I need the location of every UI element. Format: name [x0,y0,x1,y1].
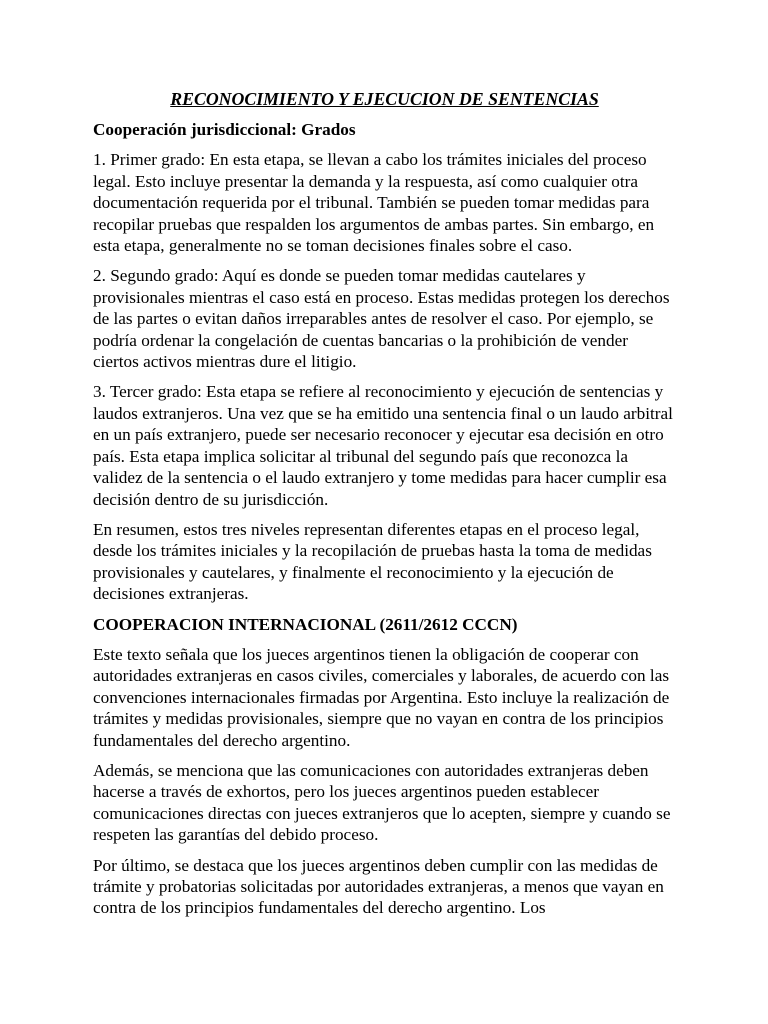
paragraph-tercer-grado: 3. Tercer grado: Esta etapa se refiere al reconocimiento y ejecución de sentencias y laudos extranjeros. Una vez que se ha emitido una sentencia final o un laudo arbitral en un país extranjero, puede ser necesario reconocer y ejecutar esa decisión en otro país. Esta etapa implica solicitar al tribunal del segundo país que reconozca la validez de la sentencia o el laudo extranjero y tome medidas para hacer cumplir esa decisión dentro de su jurisdicción. [93,382,673,509]
paragraph-primer-grado: 1. Primer grado: En esta etapa, se llevan a cabo los trámites iniciales del proceso legal. Esto incluye presentar la demanda y la respuesta, así como cualquier otra documentación requerida por el tribunal. También se pueden tomar medidas para recopilar pruebas que respalden los argumentos de ambas partes. Sin embargo, en esta etapa, generalmente no se toman decisiones finales sobre el caso. [93,150,655,256]
paragraph-obligacion-cooperar: Este texto señala que los jueces argentinos tienen la obligación de cooperar con autoridades extranjeras en casos civiles, comerciales y laborales, de acuerdo con las convenciones internacionales firmadas por Argentina. Esto incluye la realización de trámites y medidas provisionales, siempre que no vayan en contra de los principios fundamentales del derecho argentino. [93,644,670,750]
section-heading-cooperacion-internacional: COOPERACION INTERNACIONAL (2611/2612 CCCN) [93,614,518,634]
paragraph-segundo-grado: 2. Segundo grado: Aquí es donde se pueden tomar medidas cautelares y provisionales mientras el caso está en proceso. Estas medidas protegen los derechos de las partes o evitan daños irreparables antes de resolver el caso. Por ejemplo, se podría ordenar la congelación de cuentas bancarias o la prohibición de vender ciertos activos mientras dure el litigio. [93,266,670,372]
section-heading-grados: Cooperación jurisdiccional: Grados [93,120,356,139]
paragraph-comunicaciones: Además, se menciona que las comunicaciones con autoridades extranjeras deben hacerse a través de exhortos, pero los jueces argentinos pueden establecer comunicaciones directas con jueces extranjeros que lo acepten, siempre y cuando se respeten las garantías del debido proceso. [93,760,671,845]
document-title: RECONOCIMIENTO Y EJECUCION DE SENTENCIAS [170,89,599,109]
paragraph-resumen: En resumen, estos tres niveles representan diferentes etapas en el proceso legal, desde los trámites iniciales y la recopilación de pruebas hasta la toma de medidas provisionales y cautelares, y finalmente el reconocimiento y la ejecución de decisiones extranjeras. [93,519,652,604]
paragraph-medidas-tramite: Por último, se destaca que los jueces argentinos deben cumplir con las medidas de trámite y probatorias solicitadas por autoridades extranjeras, a menos que vayan en contra de los principios fundamentales del derecho argentino. Los [93,855,664,918]
